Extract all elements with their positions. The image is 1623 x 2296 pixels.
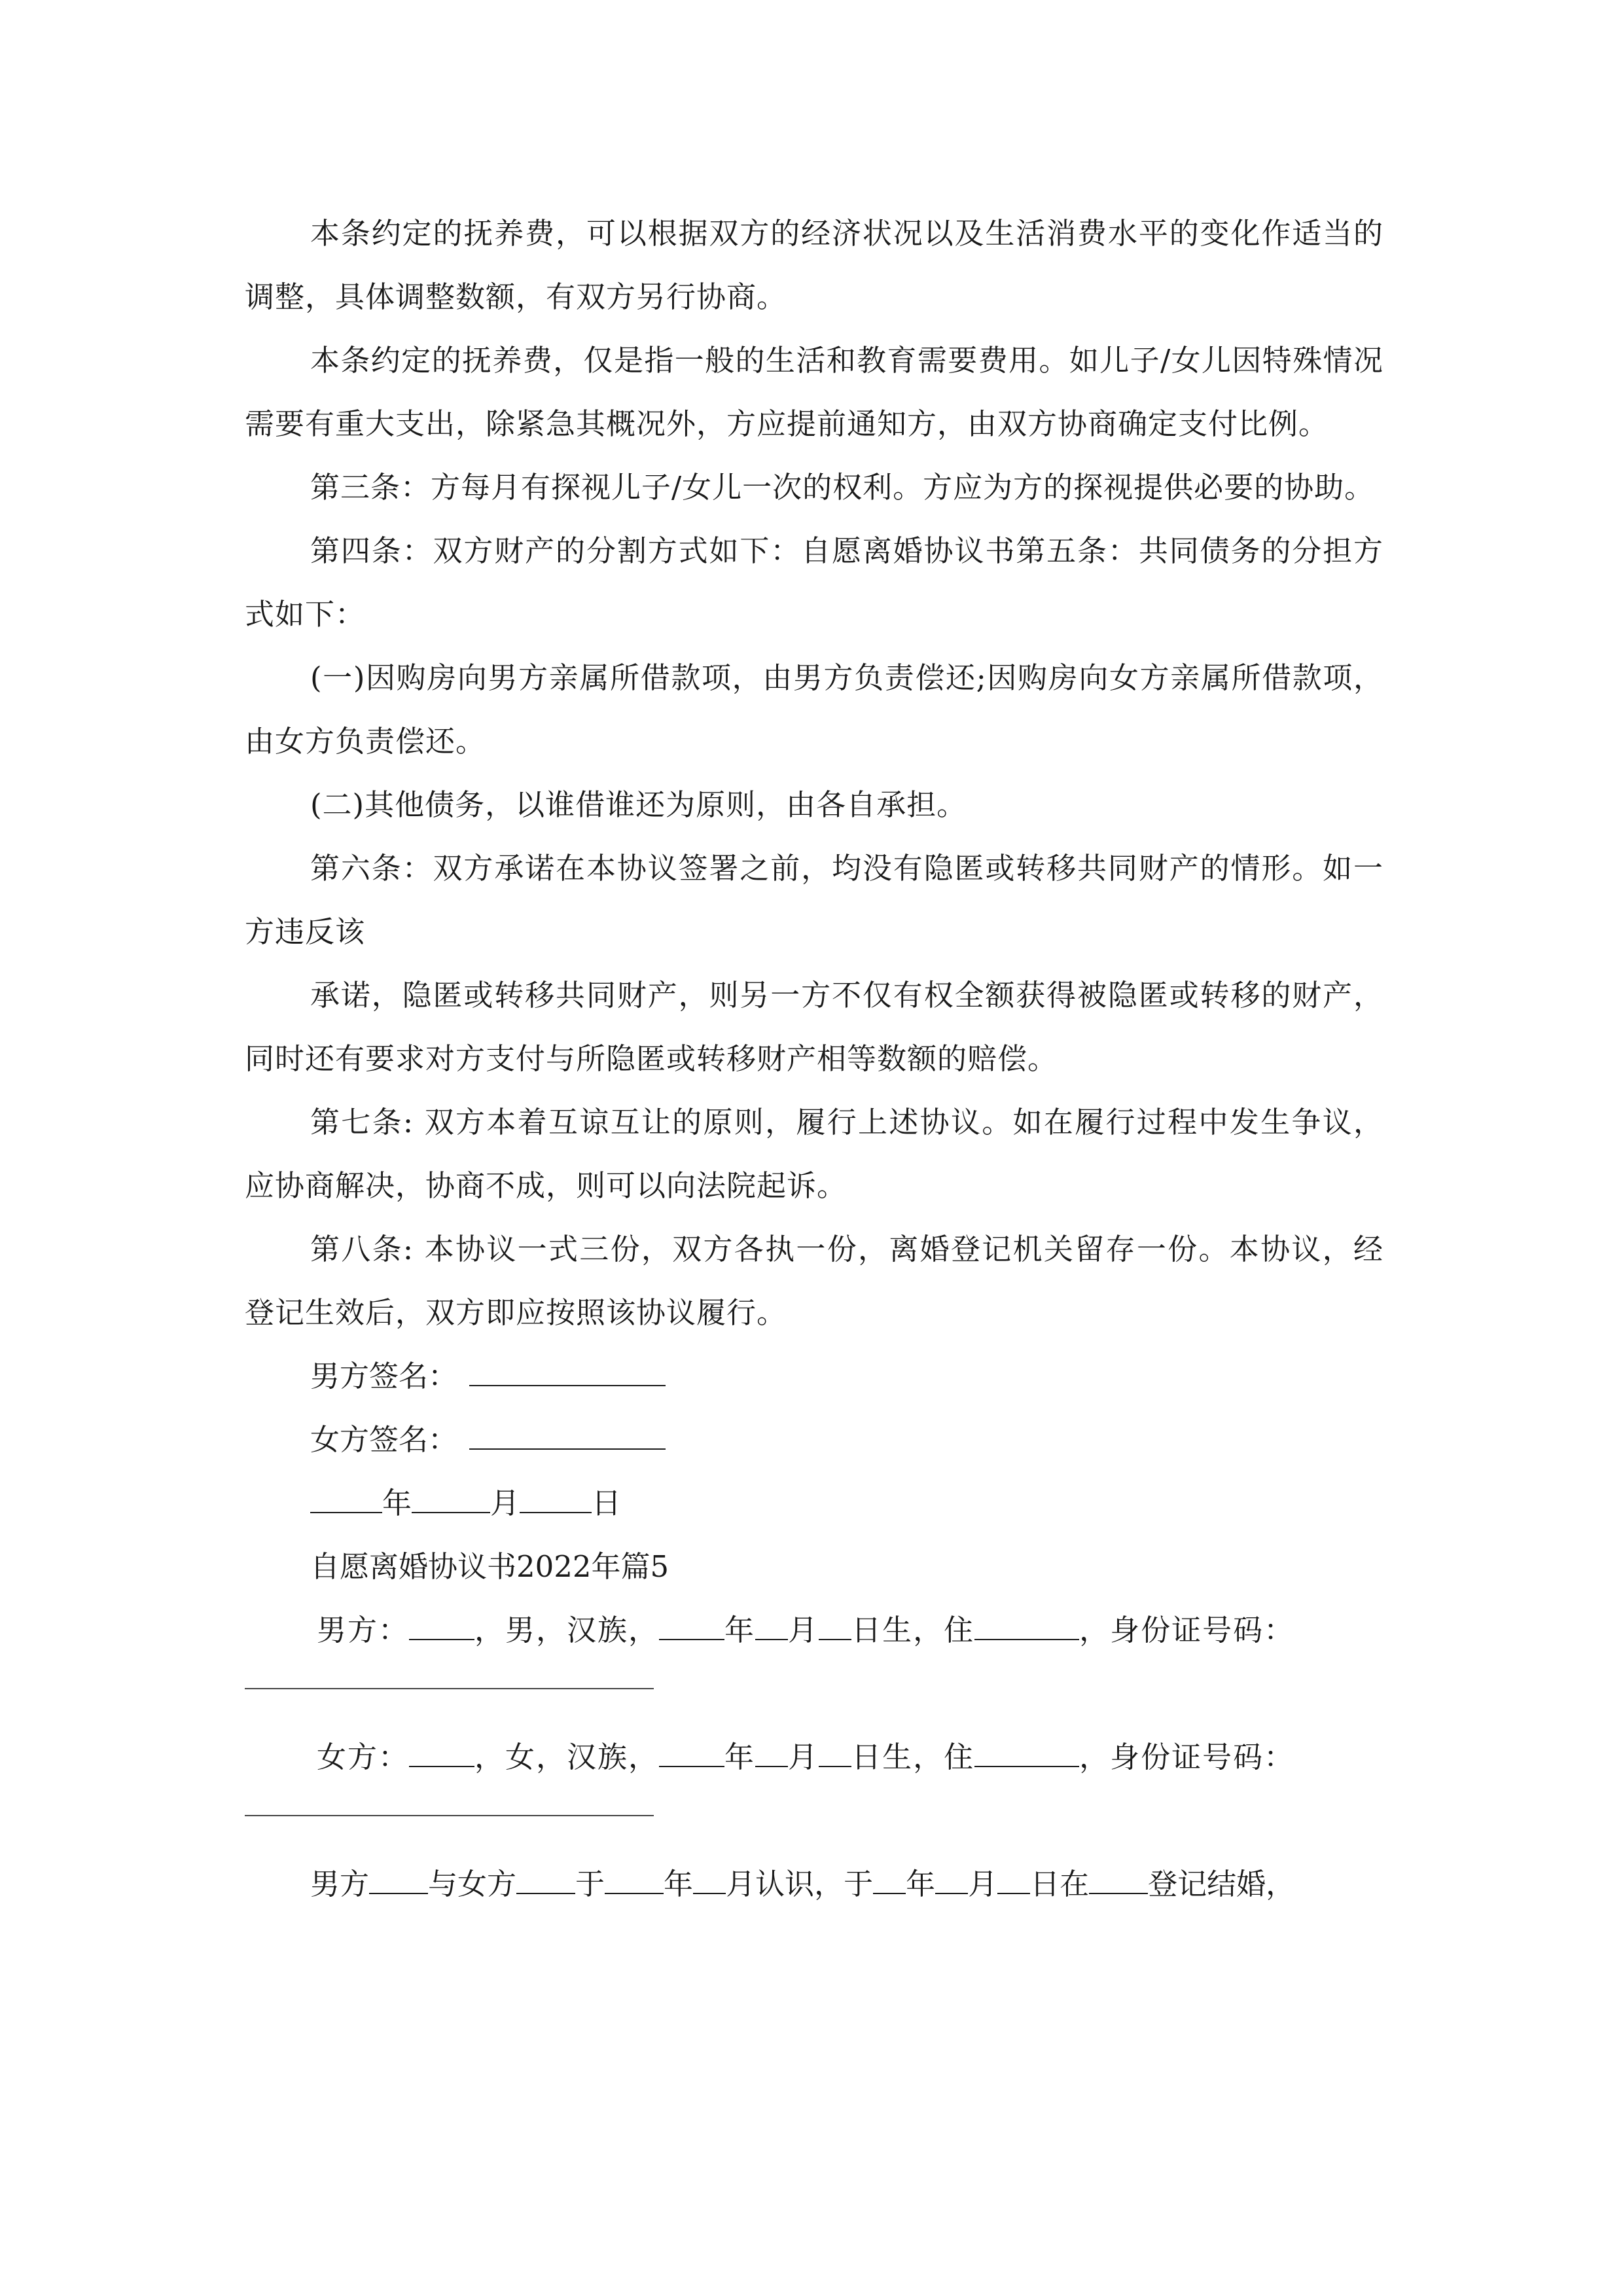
- marriage-text-3: 于: [575, 1867, 605, 1901]
- female-birth-day-blank: [819, 1740, 851, 1767]
- female-day-label: 日生，住: [851, 1740, 975, 1774]
- female-party-line: [245, 1725, 1383, 1789]
- male-year-label: 年: [724, 1613, 756, 1647]
- female-id-label: ，身份证号码：: [1079, 1740, 1295, 1774]
- marry-month-blank: [935, 1867, 968, 1894]
- female-month-label: 月: [788, 1740, 819, 1774]
- year-label: 年: [382, 1486, 412, 1520]
- marriage-male-name-blank: [369, 1867, 428, 1894]
- date-line: [245, 1471, 1383, 1535]
- male-birth-day-blank: [819, 1613, 851, 1640]
- male-party-line: [245, 1598, 1383, 1662]
- female-name-blank: [409, 1740, 474, 1767]
- paragraph-article-6: 第六条：双方承诺在本协议签署之前，均没有隐匿或转移共同财产的情形。如一方违反该: [245, 851, 1383, 949]
- paragraph-article-8: 第八条: 本协议一式三份，双方各执一份，离婚登记机关留存一份。本协议，经登记生效后，双方即应按照该协议履行。: [245, 1232, 1383, 1330]
- day-blank: [520, 1486, 592, 1513]
- male-day-label: 日生，住: [851, 1613, 975, 1647]
- female-year-label: 年: [724, 1740, 756, 1774]
- female-signature-blank: [469, 1420, 666, 1450]
- year-blank: [310, 1486, 382, 1513]
- male-name-blank: [409, 1613, 474, 1640]
- male-gender-text: ，男，汉族，: [474, 1613, 660, 1647]
- paragraph-debt-2: (二)其他债务，以谁借谁还为原则，由各自承担。: [310, 787, 967, 822]
- female-gender-text: ，女，汉族，: [474, 1740, 660, 1774]
- male-month-label: 月: [788, 1613, 819, 1647]
- marriage-text-9: 登记结婚，: [1148, 1867, 1296, 1901]
- male-birth-month-blank: [755, 1613, 788, 1640]
- male-signature-blank: [469, 1356, 666, 1386]
- male-address-blank: [974, 1613, 1079, 1640]
- meet-year-blank: [605, 1867, 664, 1894]
- female-birth-year-blank: [659, 1740, 724, 1767]
- female-party-label: 女方：: [317, 1740, 410, 1774]
- marriage-text-7: 月: [968, 1867, 998, 1901]
- section-title: 自愿离婚协议书2022年篇5: [310, 1549, 669, 1584]
- month-label: 月: [490, 1486, 520, 1520]
- marriage-text-8: 日在: [1030, 1867, 1090, 1901]
- paragraph-article-3: 第三条：方每月有探视儿子/女儿一次的权利。方应为方的探视提供必要的协助。: [310, 470, 1375, 505]
- male-id-blank: [245, 1662, 1383, 1725]
- female-id-blank: [245, 1789, 1383, 1852]
- marry-place-blank: [1089, 1867, 1148, 1894]
- paragraph-article-4: 第四条：双方财产的分割方式如下：自愿离婚协议书第五条：共同债务的分担方式如下：: [245, 533, 1383, 632]
- marriage-female-name-blank: [516, 1867, 575, 1894]
- paragraph-support-scope: 本条约定的抚养费，仅是指一般的生活和教育需要费用。如儿子/女儿因特殊情况需要有重大支出，除紧急其概况外，方应提前通知方，由双方协商确定支付比例。: [245, 343, 1383, 441]
- male-party-label: 男方：: [317, 1613, 410, 1647]
- day-label: 日: [592, 1486, 622, 1520]
- marry-year-blank: [873, 1867, 906, 1894]
- male-signature-line: [245, 1344, 1383, 1408]
- document-body: [245, 202, 1383, 1916]
- female-birth-month-blank: [755, 1740, 788, 1767]
- month-blank: [412, 1486, 490, 1513]
- marriage-text-1: 男方: [310, 1867, 370, 1901]
- marriage-text-6: 年: [906, 1867, 936, 1901]
- male-id-label: ，身份证号码：: [1079, 1613, 1295, 1647]
- female-signature-label: 女方签名：: [310, 1422, 458, 1457]
- paragraph-debt-1: (一)因购房向男方亲属所借款项，由男方负责偿还;因购房向女方亲属所借款项，由女方负责偿还。: [245, 660, 1383, 759]
- marriage-text-2: 与女方: [428, 1867, 517, 1901]
- female-signature-line: [245, 1408, 1383, 1471]
- male-signature-label: 男方签名：: [310, 1359, 458, 1393]
- marriage-text-5: 月认识，于: [726, 1867, 874, 1901]
- male-birth-year-blank: [659, 1613, 724, 1640]
- marry-day-blank: [997, 1867, 1030, 1894]
- female-address-blank: [974, 1740, 1079, 1767]
- paragraph-article-6-cont: 承诺，隐匿或转移共同财产，则另一方不仅有权全额获得被隐匿或转移的财产，同时还有要求对方支付与所隐匿或转移财产相等数额的赔偿。: [245, 978, 1383, 1076]
- meet-month-blank: [693, 1867, 726, 1894]
- marriage-text-4: 年: [664, 1867, 694, 1901]
- paragraph-support-adjustment: 本条约定的抚养费，可以根据双方的经济状况以及生活消费水平的变化作适当的调整，具体调整数额，有双方另行协商。: [245, 216, 1383, 314]
- marriage-line: [245, 1852, 1383, 1916]
- paragraph-article-7: 第七条: 双方本着互谅互让的原则，履行上述协议。如在履行过程中发生争议，应协商解决，协商不成，则可以向法院起诉。: [245, 1105, 1383, 1203]
